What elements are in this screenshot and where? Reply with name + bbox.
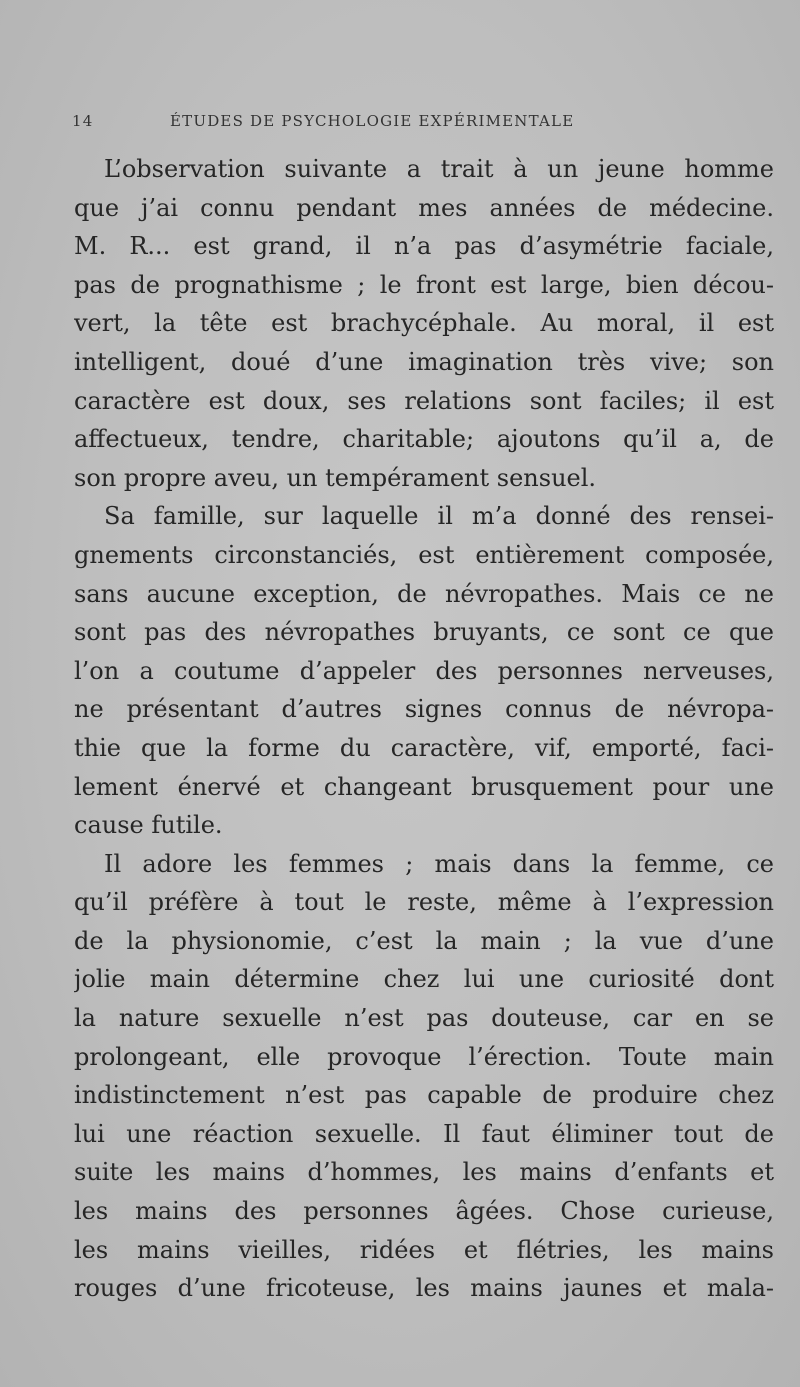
text-line: l’on a coutume d’appeler des personnes nerveuses, bbox=[74, 656, 774, 685]
body-text bbox=[74, 150, 774, 1308]
text-line: suite les mains d’hommes, les mains d’enfants et bbox=[74, 1158, 774, 1187]
text-line: Sa famille, sur laquelle il m’a donné des rensei- bbox=[104, 502, 774, 531]
text-line: vert, la tête est brachycéphale. Au moral, il est bbox=[74, 309, 774, 338]
text-line: les mains des personnes âgées. Chose curieuse, bbox=[74, 1197, 774, 1226]
text-line: Il adore les femmes ; mais dans la femme, ce bbox=[104, 849, 774, 878]
text-line: pas de prognathisme ; le front est large, bien décou- bbox=[74, 270, 774, 299]
text-line: que j’ai connu pendant mes années de médecine. bbox=[74, 193, 774, 222]
text-line: les mains vieilles, ridées et flétries, les mains bbox=[74, 1235, 774, 1264]
text-line: prolongeant, elle provoque l’érection. Toute main bbox=[74, 1042, 774, 1071]
paragraph-2 bbox=[74, 497, 774, 844]
text-line: gnements circonstanciés, est entièrement composée, bbox=[74, 540, 774, 569]
text-line: la nature sexuelle n’est pas douteuse, car en se bbox=[74, 1004, 774, 1033]
paragraph-1 bbox=[74, 150, 774, 497]
text-line: jolie main détermine chez lui une curiosité dont bbox=[74, 965, 774, 994]
text-line: qu’il préfère à tout le reste, même à l’expression bbox=[74, 888, 774, 917]
running-head bbox=[72, 112, 682, 136]
paragraph-3 bbox=[74, 845, 774, 1308]
text-line: rouges d’une fricoteuse, les mains jaunes et mala- bbox=[74, 1274, 774, 1303]
text-line: M. R... est grand, il n’a pas d’asymétrie faciale, bbox=[74, 232, 774, 261]
text-line: de la physionomie, c’est la main ; la vue d’une bbox=[74, 926, 774, 955]
text-line: son propre aveu, un tempérament sensuel. bbox=[74, 463, 597, 492]
text-line: thie que la forme du caractère, vif, emporté, faci- bbox=[74, 733, 774, 762]
text-line: sont pas des névropathes bruyants, ce sont ce que bbox=[74, 618, 774, 647]
page-number: 14 bbox=[72, 112, 94, 130]
text-line: lement énervé et changeant brusquement pour une bbox=[74, 772, 774, 801]
text-line: caractère est doux, ses relations sont faciles; il est bbox=[74, 386, 774, 415]
text-line: indistinctement n’est pas capable de produire chez bbox=[74, 1081, 774, 1110]
text-line: intelligent, doué d’une imagination très vive; son bbox=[74, 347, 774, 376]
text-line: affectueux, tendre, charitable; ajoutons qu’il a, de bbox=[74, 425, 774, 454]
running-title: ÉTUDES DE PSYCHOLOGIE EXPÉRIMENTALE bbox=[170, 112, 575, 130]
text-line: sans aucune exception, de névropathes. Mais ce ne bbox=[74, 579, 774, 608]
text-line: cause futile. bbox=[74, 811, 223, 840]
text-line: ne présentant d’autres signes connus de névropa- bbox=[74, 695, 774, 724]
text-line: lui une réaction sexuelle. Il faut éliminer tout de bbox=[74, 1119, 774, 1148]
text-line: L’observation suivante a trait à un jeune homme bbox=[104, 155, 774, 183]
